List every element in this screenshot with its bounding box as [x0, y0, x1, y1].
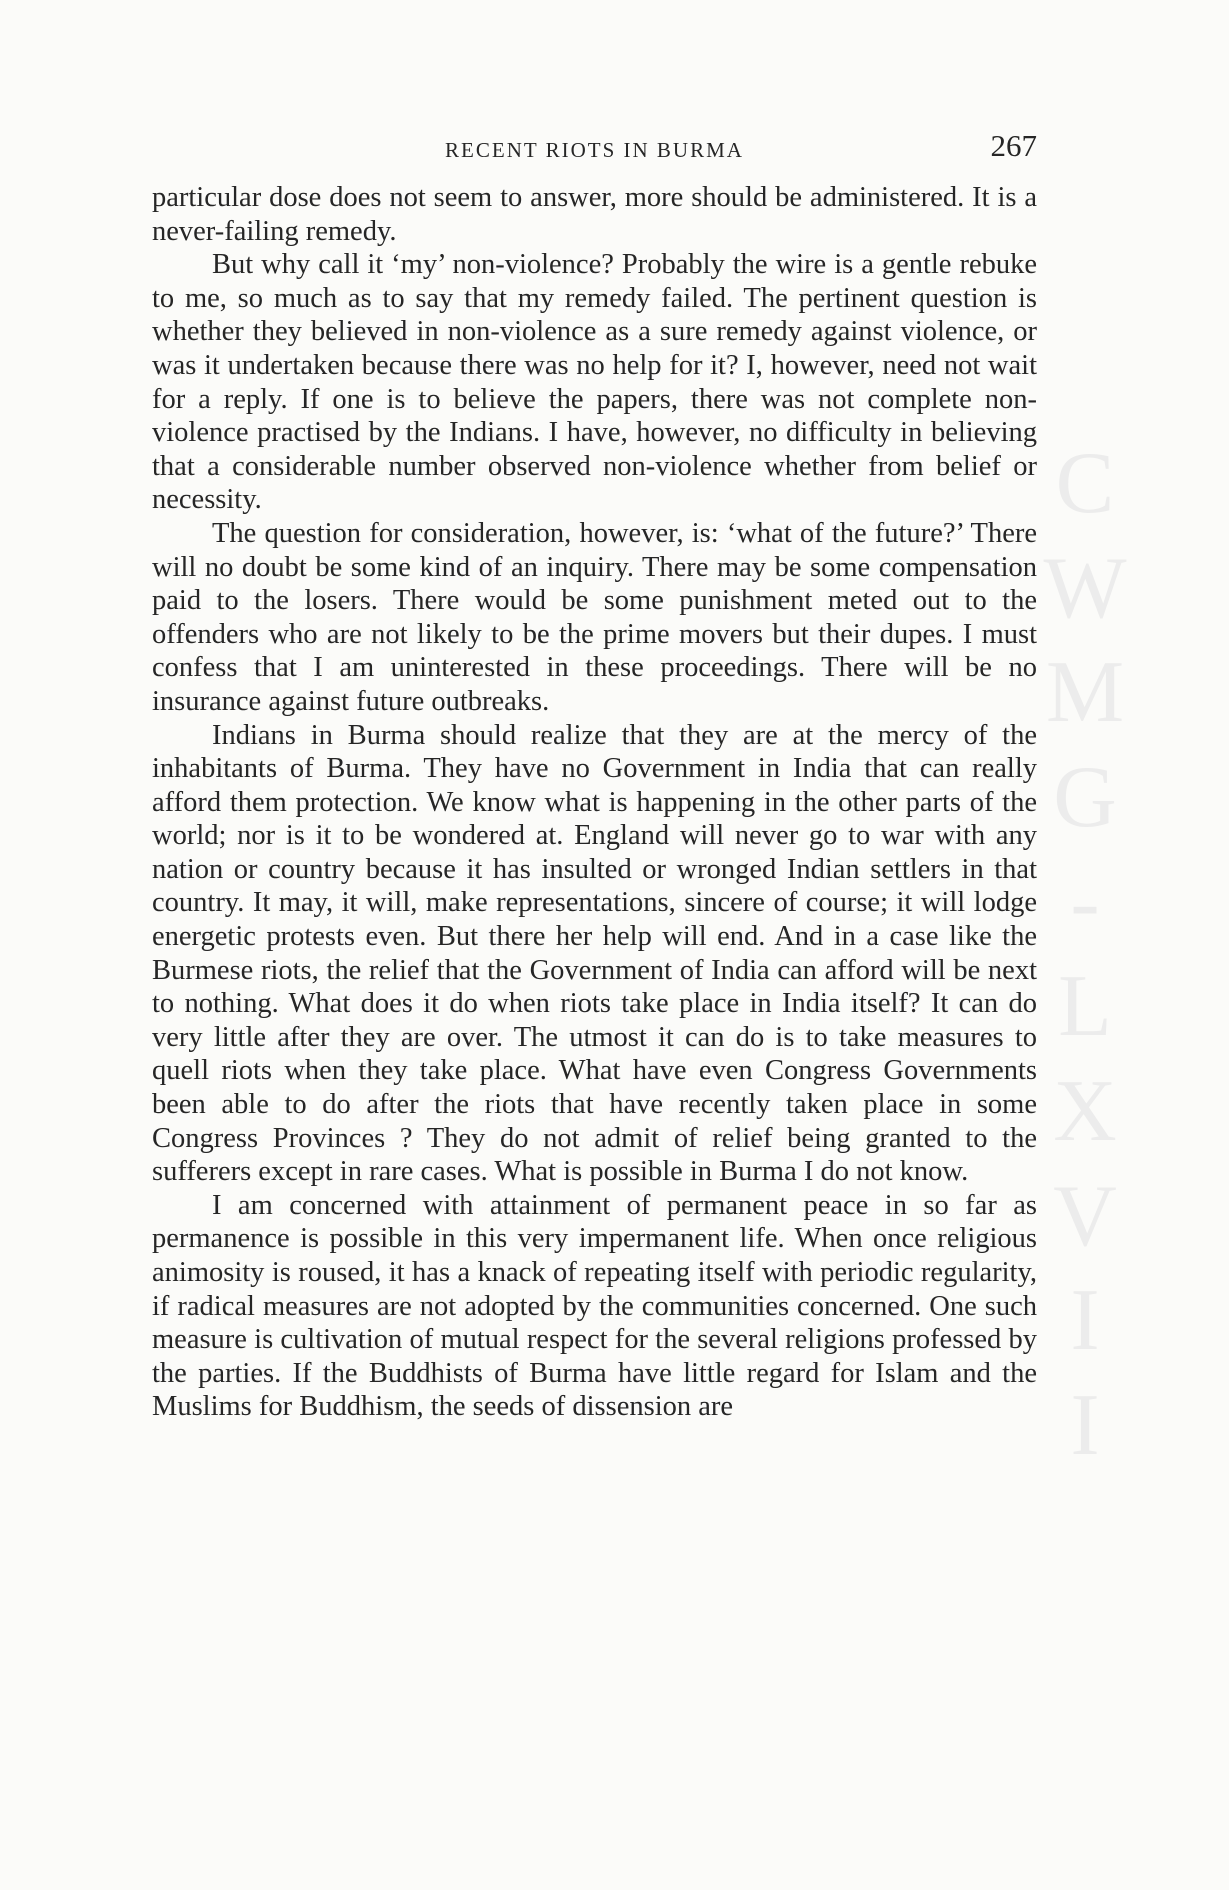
watermark-letter: C — [1055, 435, 1115, 532]
watermark-letter: I — [1070, 1272, 1100, 1370]
page-number: 267 — [990, 128, 1037, 163]
watermark — [1040, 435, 1130, 1474]
body-text — [152, 181, 1037, 1424]
watermark-letter: W — [1043, 539, 1127, 637]
running-head — [152, 128, 1037, 168]
watermark-letter: G — [1053, 748, 1117, 846]
watermark-letter: V — [1053, 1167, 1117, 1265]
running-head-title: RECENT RIOTS IN BURMA — [445, 138, 744, 162]
watermark-letter: M — [1045, 644, 1125, 742]
paragraph: Indians in Burma should realize that they are at the mercy of the inhabitants of Burma. They have no Government in India that can really afford them protection. We know what is happening in the other parts of the world; nor is it to be wondered at. England will never go to war with any nation or country because it has insulted or wronged Indian settlers in that country. It may, it will, make representations, sincere of course; it will lodge energetic protests even. But there her help will end. And in a case like the Burmese riots, the relief that the Government of India can afford will be next to nothing. What does it do when riots take place in India itself? It can do very little after they are over. The utmost it can do is to take measures to quell riots when they take place. What have even Congress Governments been able to do after the riots that have recently taken place in some Congress Provinces ? They do not admit of relief being granted to the sufferers except in rare cases. What is possible in Burma I do not know. — [152, 719, 1037, 1188]
watermark-letter: - — [1070, 853, 1100, 951]
watermark-letter: I — [1070, 1376, 1100, 1474]
watermark-letter: L — [1058, 958, 1112, 1056]
paragraph: particular dose does not seem to answer, more should be administered. It is a never-failing remedy. — [152, 182, 1037, 247]
paragraph: The question for consideration, however, is: ‘what of the future?’ There will no doubt be some kind of an inquiry. There may be some compensation paid to the losers. There would be some punishment meted out to the offenders who are not likely to be the prime movers but their dupes. I must confess that I am uninterested in these proceedings. There will be no insurance against future outbreaks. — [152, 517, 1037, 717]
watermark-letter: X — [1053, 1062, 1117, 1160]
paragraph: I am concerned with attainment of permanent peace in so far as permanence is possible in this very impermanent life. When once religious animosity is roused, it has a knack of repeating itself with periodic regularity, if radical measures are not adopted by the communities concerned. One such measure is cultivation of mutual respect for the several religions professed by the parties. If the Buddhists of Burma have little regard for Islam and the Muslims for Buddhism, the seeds of dissension are — [152, 1189, 1037, 1423]
paragraph: But why call it ‘my’ non-violence? Probably the wire is a gentle rebuke to me, so much as to say that my remedy failed. The pertinent question is whether they believed in non-violence as a sure remedy against violence, or was it undertaken because there was no help for it? I, however, need not wait for a reply. If one is to believe the papers, there was not complete non-violence practised by the Indians. I have, however, no difficulty in believing that a considerable number observed non-violence whether from belief or necessity. — [152, 249, 1037, 516]
